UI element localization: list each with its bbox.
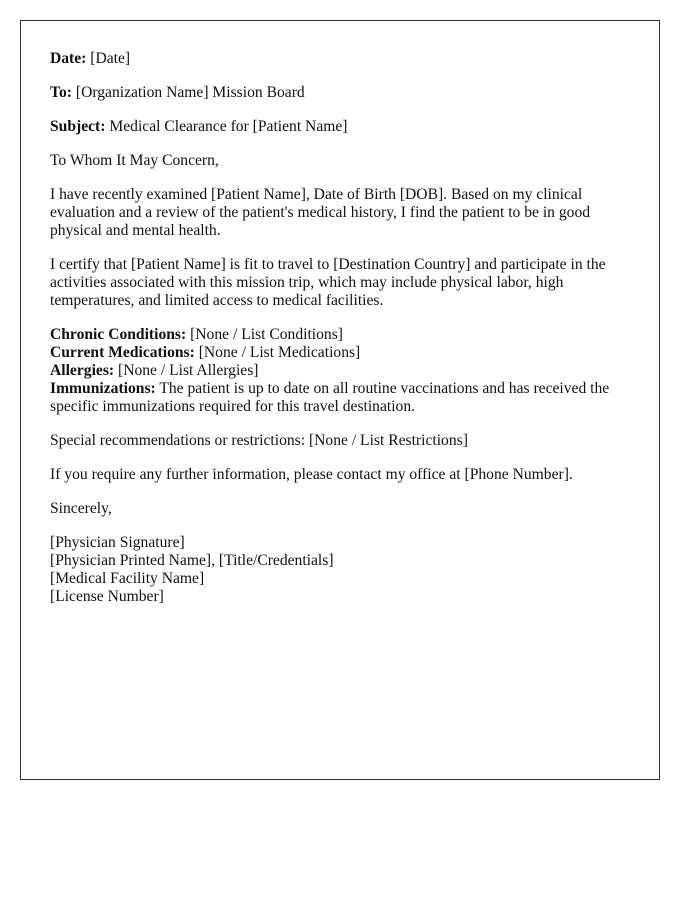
letter-page <box>20 20 660 780</box>
physician-name-credentials: [Physician Printed Name], [Title/Credentials] <box>50 552 334 569</box>
license-number: [License Number] <box>50 588 164 605</box>
current-medications-line <box>50 344 640 362</box>
certification-paragraph: I certify that [Patient Name] is fit to travel to [Destination Country] and participate in the activities associated with this mission trip, which may include physical labor, high temperatures, and limited access to medical facilities. <box>50 256 606 309</box>
examination-paragraph: I have recently examined [Patient Name], Date of Birth [DOB]. Based on my clinical evaluation and a review of the patient's medical history, I find the patient to be in good physical and mental health. <box>50 186 591 239</box>
chronic-conditions-line <box>50 326 640 344</box>
allergies-line <box>50 362 640 380</box>
recipient-value: [Organization Name] Mission Board <box>75 84 305 101</box>
chronic-conditions-value: [None / List Conditions] <box>190 326 343 343</box>
contact-paragraph: If you require any further information, please contact my office at [Phone Number]. <box>50 466 573 483</box>
allergies-label: Allergies: <box>50 362 115 379</box>
special-recommendations: Special recommendations or restrictions: [None / List Restrictions] <box>50 432 468 449</box>
immunizations-label: Immunizations: <box>50 380 156 397</box>
subject-line <box>50 118 640 136</box>
immunizations-value: The patient is up to date on all routine vaccinations and has received the specific immunizations required for this travel destination. <box>50 380 610 415</box>
letter-content <box>50 50 640 622</box>
recipient-line <box>50 84 640 102</box>
medical-info-block <box>50 326 640 416</box>
allergies-value: [None / List Allergies] <box>118 362 259 379</box>
closing: Sincerely, <box>50 500 112 517</box>
subject-label: Subject: <box>50 118 106 135</box>
current-medications-label: Current Medications: <box>50 344 195 361</box>
physician-signature: [Physician Signature] <box>50 534 185 551</box>
immunizations-line <box>50 380 640 416</box>
salutation: To Whom It May Concern, <box>50 152 219 169</box>
medical-facility-name: [Medical Facility Name] <box>50 570 205 587</box>
subject-value: Medical Clearance for [Patient Name] <box>109 118 348 135</box>
date-label: Date: <box>50 50 87 67</box>
signature-block <box>50 534 640 606</box>
recipient-label: To: <box>50 84 72 101</box>
chronic-conditions-label: Chronic Conditions: <box>50 326 187 343</box>
date-value: [Date] <box>90 50 131 67</box>
date-line <box>50 50 640 68</box>
current-medications-value: [None / List Medications] <box>198 344 361 361</box>
